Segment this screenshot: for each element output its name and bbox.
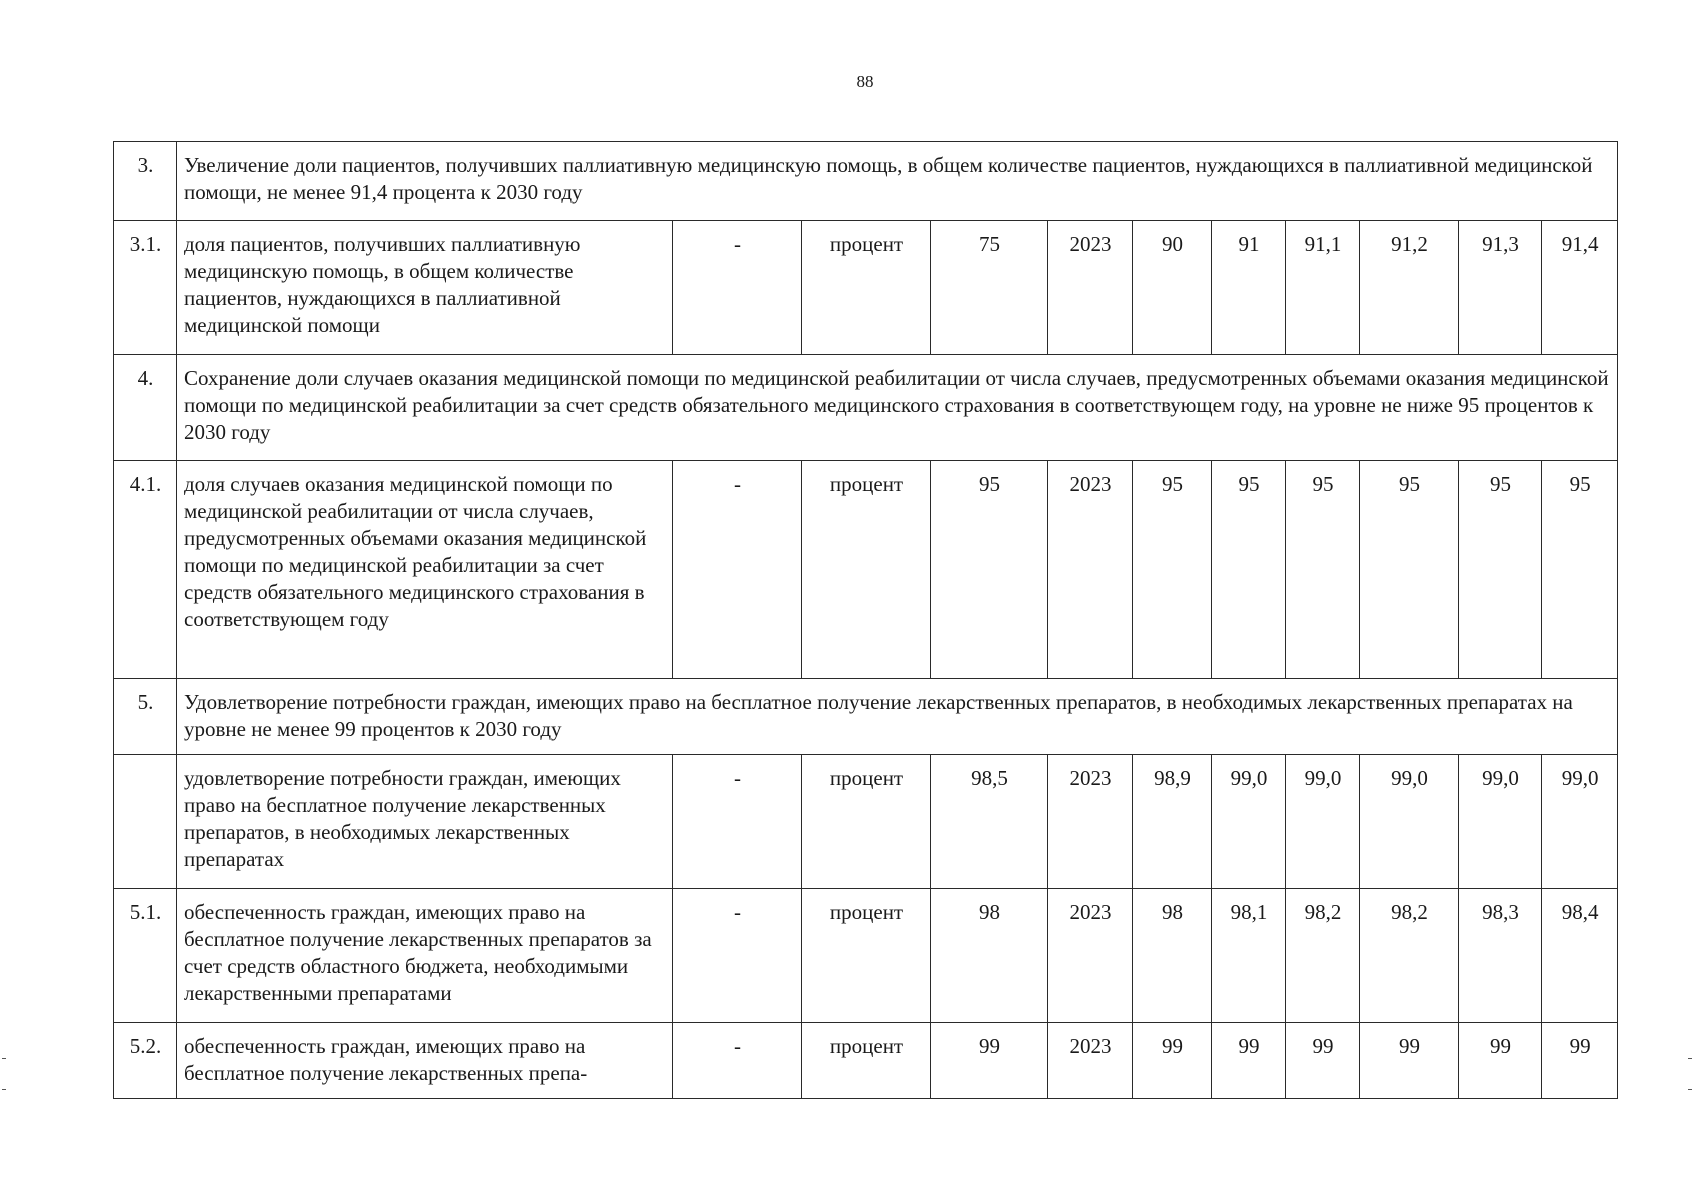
value-cell: 98,2: [1286, 889, 1360, 1023]
indicator-row-4-1: [114, 461, 1618, 679]
indicator-row-5: [114, 755, 1618, 889]
unit: процент: [802, 221, 931, 355]
value-cell: 91,1: [1286, 221, 1360, 355]
base-value: 98,5: [931, 755, 1048, 889]
base-value: 99: [931, 1023, 1048, 1099]
value-cell: 99,0: [1212, 755, 1286, 889]
goal-text: Сохранение доли случаев оказания медицинской помощи по медицинской реабилитации от числа случаев, предусмотренных объемами оказания медицинской помощи по медицинской реабилитации за счет средств обязательного медицинского страхования в соответствующем году, на уровне не ниже 95 процентов к 2030 году: [177, 355, 1618, 461]
unit: процент: [802, 889, 931, 1023]
value-cell: 98,3: [1459, 889, 1542, 1023]
value-cell: 99: [1212, 1023, 1286, 1099]
base-year: 2023: [1048, 221, 1133, 355]
indicator-code: -: [673, 461, 802, 679]
goal-text: Удовлетворение потребности граждан, имеющих право на бесплатное получение лекарственных препаратов, в необходимых лекарственных препаратах на уровне не менее 99 процентов к 2030 году: [177, 679, 1618, 755]
value-cell: 98,9: [1133, 755, 1212, 889]
goal-row-4: [114, 355, 1618, 461]
base-year: 2023: [1048, 755, 1133, 889]
value-cell: 98,1: [1212, 889, 1286, 1023]
value-cell: 90: [1133, 221, 1212, 355]
indicator-code: -: [673, 221, 802, 355]
unit: процент: [802, 1023, 931, 1099]
value-cell: 98: [1133, 889, 1212, 1023]
value-cell: 99: [1360, 1023, 1459, 1099]
value-cell: 91,2: [1360, 221, 1459, 355]
indicator-name: удовлетворение потребности граждан, имеющих право на бесплатное получение лекарственных препаратов, в необходимых лекарственных препаратах: [177, 755, 673, 889]
value-cell: 99,0: [1286, 755, 1360, 889]
indicator-code: -: [673, 889, 802, 1023]
value-cell: 99: [1542, 1023, 1618, 1099]
value-cell: 99: [1286, 1023, 1360, 1099]
row-number: 5.2.: [114, 1023, 177, 1099]
scan-edge-mark-right: [1688, 1058, 1692, 1090]
value-cell: 99,0: [1459, 755, 1542, 889]
value-cell: 99: [1459, 1023, 1542, 1099]
row-number: 3.1.: [114, 221, 177, 355]
base-value: 95: [931, 461, 1048, 679]
base-year: 2023: [1048, 1023, 1133, 1099]
value-cell: 99,0: [1360, 755, 1459, 889]
indicator-row-3-1: [114, 221, 1618, 355]
base-value: 75: [931, 221, 1048, 355]
indicator-name: обеспеченность граждан, имеющих право на бесплатное получение лекарственных препаратов за счет средств областного бюджета, необходимыми лекарственными препаратами: [177, 889, 673, 1023]
unit: процент: [802, 461, 931, 679]
value-cell: 95: [1360, 461, 1459, 679]
row-number: 4.: [114, 355, 177, 461]
row-number: [114, 755, 177, 889]
value-cell: 91,3: [1459, 221, 1542, 355]
scan-edge-mark-left: [2, 1058, 6, 1090]
indicator-code: -: [673, 755, 802, 889]
value-cell: 95: [1286, 461, 1360, 679]
indicator-code: -: [673, 1023, 802, 1099]
base-year: 2023: [1048, 889, 1133, 1023]
goal-text: Увеличение доли пациентов, получивших паллиативную медицинскую помощь, в общем количестве пациентов, нуждающихся в паллиативной медицинской помощи, не менее 91,4 процента к 2030 году: [177, 142, 1618, 221]
indicator-name: доля пациентов, получивших паллиативную медицинскую помощь, в общем количестве пациентов, нуждающихся в паллиативной медицинской помощи: [177, 221, 673, 355]
indicators-table: [113, 141, 1618, 1099]
row-number: 5.1.: [114, 889, 177, 1023]
base-year: 2023: [1048, 461, 1133, 679]
unit: процент: [802, 755, 931, 889]
row-number: 3.: [114, 142, 177, 221]
page-number: 88: [856, 72, 874, 91]
goal-row-3: [114, 142, 1618, 221]
indicator-row-5-1: [114, 889, 1618, 1023]
value-cell: 98,4: [1542, 889, 1618, 1023]
value-cell: 99,0: [1542, 755, 1618, 889]
value-cell: 95: [1542, 461, 1618, 679]
row-number: 5.: [114, 679, 177, 755]
value-cell: 95: [1133, 461, 1212, 679]
base-value: 98: [931, 889, 1048, 1023]
row-number: 4.1.: [114, 461, 177, 679]
indicator-row-5-2: [114, 1023, 1618, 1099]
value-cell: 95: [1459, 461, 1542, 679]
goal-row-5: [114, 679, 1618, 755]
indicator-name: доля случаев оказания медицинской помощи по медицинской реабилитации от числа случаев, предусмотренных объемами оказания медицинской помощи по медицинской реабилитации за счет средств обязательного медицинского страхования в соответствующем году: [177, 461, 673, 679]
value-cell: 98,2: [1360, 889, 1459, 1023]
value-cell: 91: [1212, 221, 1286, 355]
value-cell: 99: [1133, 1023, 1212, 1099]
value-cell: 91,4: [1542, 221, 1618, 355]
indicator-name: обеспеченность граждан, имеющих право на бесплатное получение лекарственных препа-: [177, 1023, 673, 1099]
value-cell: 95: [1212, 461, 1286, 679]
